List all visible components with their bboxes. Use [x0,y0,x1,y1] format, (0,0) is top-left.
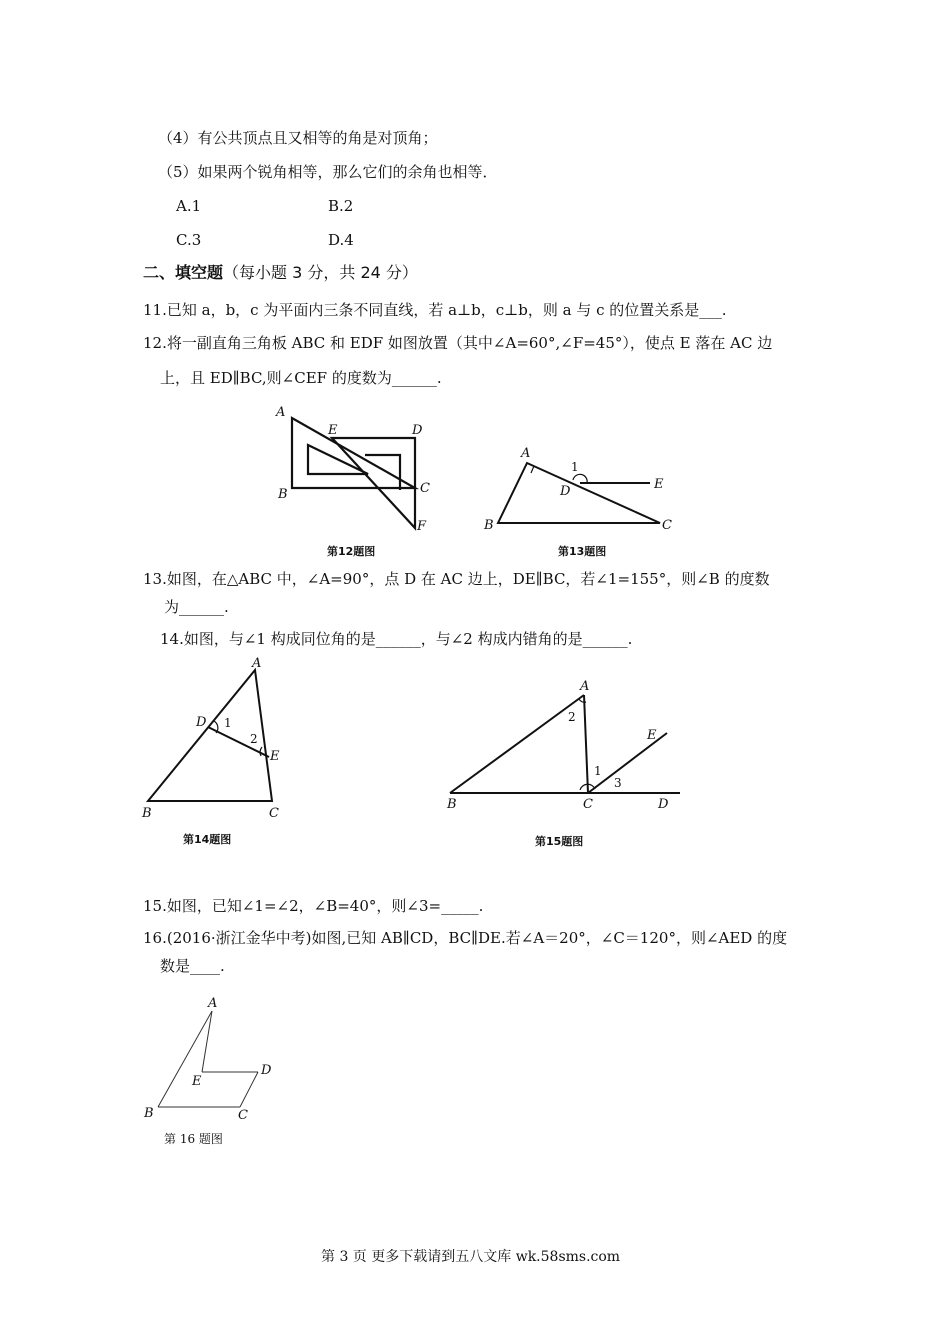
question-12-line1: 12.将一副直角三角板 ABC 和 EDF 如图放置（其中∠A=60°,∠F=45°），使点 E 落在 AC 边 [143,334,773,352]
fig16-line-CD [240,1072,258,1107]
item-5: （5）如果两个锐角相等，那么它们的余角也相等． [158,163,498,181]
fig12-label-C: C [420,481,430,496]
caption-fig15: 第15题图 [535,835,584,848]
choice-b: B.2 [328,197,354,215]
fig12-label-A: A [276,405,286,420]
fig13-label-B: B [484,518,494,533]
figure-16 [140,995,290,1125]
fig15-label-3: 3 [614,776,622,790]
fig16-label-D: D [261,1063,272,1078]
fig14-label-A: A [252,656,262,671]
fig15-label-B: B [447,797,457,812]
caption-fig13: 第13题图 [558,545,607,558]
fig12-label-B: B [278,487,288,502]
fig14-label-D: D [196,715,207,730]
caption-fig16: 第 16 题图 [164,1132,223,1146]
fig13-label-1: 1 [571,460,579,474]
fig13-label-A: A [521,446,531,461]
question-11: 11.已知 a，b，c 为平面内三条不同直线，若 a⊥b，c⊥b，则 a 与 c 的位置关系是___. [143,301,727,319]
question-16-line2: 数是____. [160,957,225,975]
fig13-angle-1-arc [573,474,587,483]
fig15-label-A: A [580,679,590,694]
fig12-label-D: D [412,423,423,438]
fig14-label-1: 1 [224,716,232,730]
fig12-label-F: F [417,519,427,534]
fig13-triangle [498,463,660,523]
question-15: 15.如图，已知∠1=∠2，∠B=40°，则∠3=_____. [143,897,484,915]
choice-c: C.3 [176,231,202,249]
fig15-label-D: D [658,797,669,812]
figure-14 [140,655,300,825]
fig14-label-2: 2 [250,732,258,746]
question-16-line1: 16.(2016·浙江金华中考)如图,已知 AB∥CD，BC∥DE.若∠A＝20°，∠C＝120°，则∠AED 的度 [143,929,788,947]
fig15-label-1: 1 [594,764,602,778]
fig15-label-C: C [583,797,593,812]
section-title: 二、填空题 [143,263,224,282]
figure-12 [270,400,450,540]
fig12-inner-45-triangle [365,455,400,490]
fig15-label-E: E [647,728,657,743]
fig15-line-AB [450,695,584,793]
question-12-line2: 上，且 ED∥BC,则∠CEF 的度数为______. [160,369,442,387]
fig14-label-B: B [142,806,152,821]
fig15-line-AC [584,695,588,793]
choice-d: D.4 [328,231,354,249]
caption-fig12: 第12题图 [327,545,376,558]
figure-15 [440,675,690,815]
fig14-label-C: C [269,806,279,821]
fig13-label-C: C [662,518,672,533]
fig12-outer-triangle [292,418,415,488]
question-13-line2: 为______. [164,598,229,616]
fig14-label-E: E [270,749,280,764]
section-note: （每小题 3 分，共 24 分） [223,263,418,282]
item-4: （4）有公共顶点且又相等的角是对顶角； [158,129,438,147]
fig16-label-E: E [192,1074,202,1089]
choice-a: A.1 [176,197,202,215]
question-14: 14.如图，与∠1 构成同位角的是______，与∠2 构成内错角的是______. [160,630,633,648]
fig12-outer-45-triangle [332,438,415,528]
fig13-label-D: D [560,484,571,499]
figure-13 [480,445,680,535]
section-heading [143,263,418,283]
question-13-line1: 13.如图，在△ABC 中，∠A=90°，点 D 在 AC 边上，DE∥BC，若∠1=155°，则∠B 的度数 [143,570,770,588]
fig12-label-E: E [328,423,338,438]
fig16-label-C: C [238,1108,248,1123]
fig16-label-B: B [144,1106,154,1121]
fig14-angle-2-arc [260,747,262,756]
fig15-label-2: 2 [568,710,576,724]
fig16-label-A: A [208,996,218,1011]
caption-fig14: 第14题图 [183,833,232,846]
page-footer: 第 3 页 更多下载请到五八文库 wk.58sms.com [321,1249,621,1265]
fig12-inner-triangle [308,445,368,474]
fig13-label-E: E [654,477,664,492]
